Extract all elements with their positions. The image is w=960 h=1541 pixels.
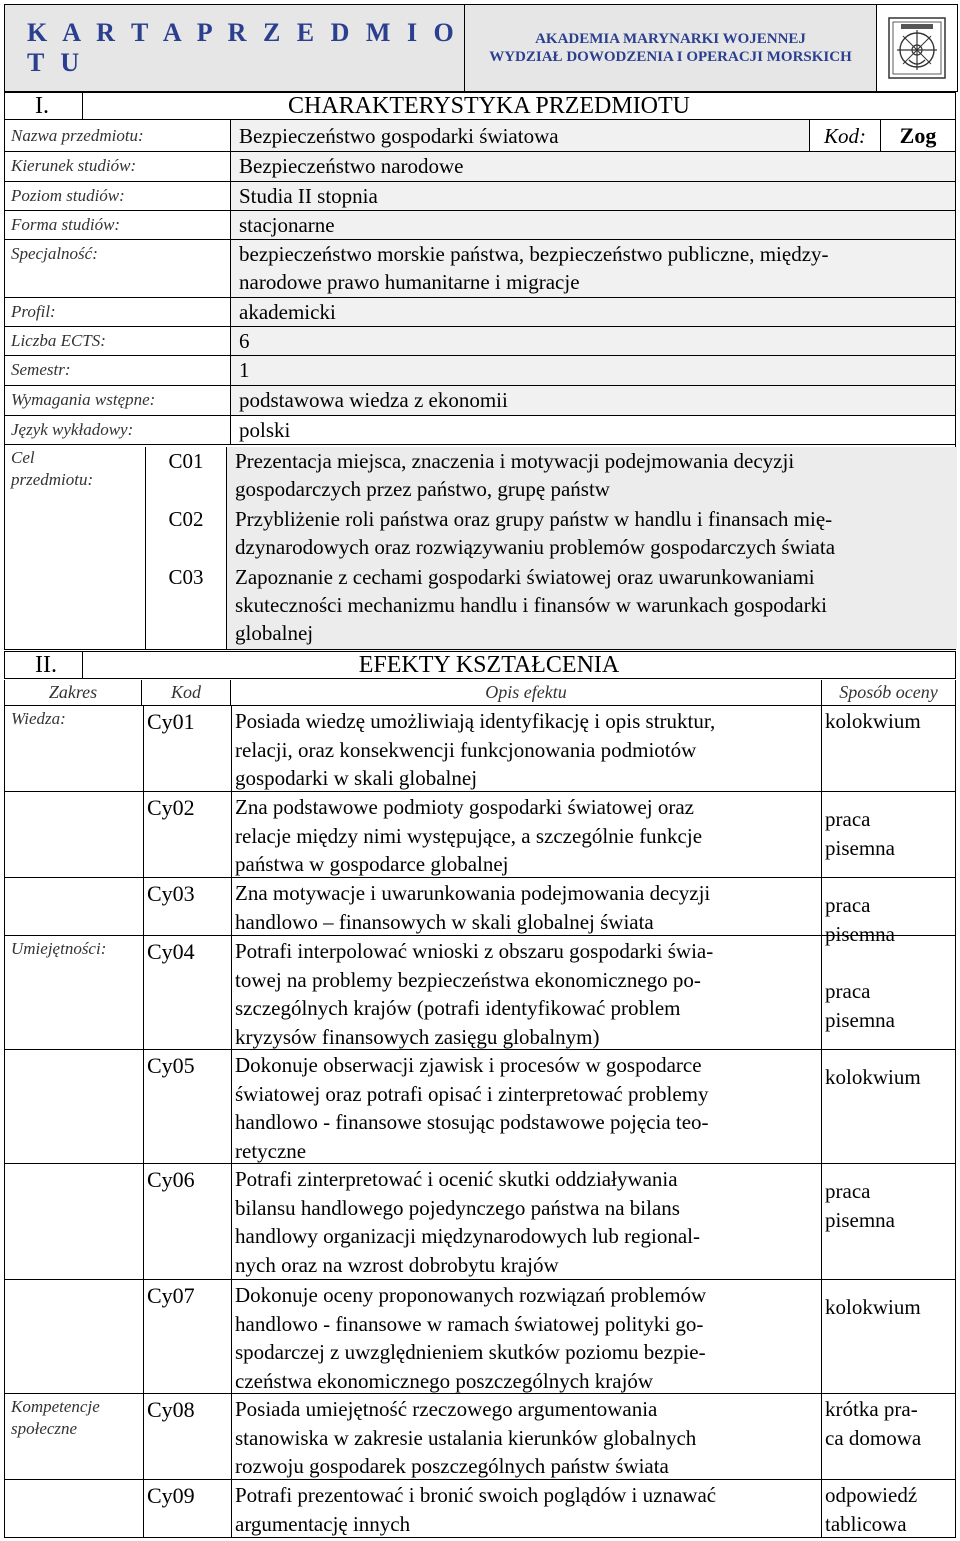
effect-description <box>235 937 815 1051</box>
effect-row <box>4 1164 956 1280</box>
effect-scope: Wiedza: <box>11 709 66 728</box>
effects-table-header <box>4 680 956 706</box>
effect-assessment <box>825 977 953 1034</box>
effect-assessment-line: pisemna <box>825 921 895 946</box>
effect-assessment-line: praca <box>825 893 871 917</box>
effect-code: Cy05 <box>147 1053 195 1078</box>
effect-description-line: kryzysów finansowych zasięgu globalnym) <box>235 1024 600 1049</box>
effect-assessment-line: ca domowa <box>825 1425 922 1450</box>
col-opis: Opis efektu <box>231 680 822 705</box>
label-ects: Liczba ECTS: <box>5 327 231 355</box>
value-jezyk: polski <box>231 416 955 444</box>
field-kierunek <box>4 152 956 182</box>
effect-description-line: państwa w gospodarce globalnej <box>235 852 509 876</box>
effect-assessment-line: praca <box>825 979 871 1003</box>
effect-description-line: Potrafi interpolować wnioski z obszaru gospodarki świa- <box>235 939 714 963</box>
effect-code: Cy08 <box>147 1397 195 1422</box>
effect-description <box>235 793 815 879</box>
value-profil: akademicki <box>231 298 955 326</box>
column-divider <box>143 878 144 935</box>
effect-description-line: Potrafi prezentować i bronić swoich poglądów i uznawać <box>235 1483 717 1507</box>
column-divider <box>143 1394 144 1479</box>
document-title: K A R T A P R Z E D M I O T U <box>5 5 465 91</box>
effect-description <box>235 1051 815 1165</box>
effect-code: Cy01 <box>147 709 195 734</box>
objective-text-line: dzynarodowych oraz rozwiązywaniu problemów gospodarczych świata <box>235 535 836 559</box>
institution-line-1: AKADEMIA MARYNARKI WOJENNEJ <box>535 31 806 47</box>
effect-code: Cy09 <box>147 1483 195 1508</box>
effect-code: Cy06 <box>147 1167 195 1192</box>
objective-code: C03 <box>145 563 226 649</box>
section-1-number: I. <box>5 93 83 119</box>
column-divider <box>143 1050 144 1163</box>
column-divider <box>143 936 144 1049</box>
effect-assessment <box>825 1481 953 1538</box>
effect-assessment-line: pisemna <box>825 1007 895 1032</box>
column-divider <box>231 1394 232 1479</box>
effect-description-line: towej na problemy bezpieczeństwa ekonomicznego po- <box>235 967 701 992</box>
effect-description-line: czeństwa ekonomicznego poszczególnych krajów <box>235 1368 654 1393</box>
institution-name <box>465 5 877 91</box>
label-kierunek: Kierunek studiów: <box>5 152 231 181</box>
effect-assessment-line: praca <box>825 1179 871 1203</box>
effect-description-line: Zna motywacje i uwarunkowania podejmowania decyzji <box>235 881 711 905</box>
effect-description-line: światowej oraz potrafi opisać i zinterpretować problemy <box>235 1081 709 1106</box>
field-ects <box>4 327 956 356</box>
effect-description-line: nych oraz na wzrost dobrobytu krajów <box>235 1252 559 1277</box>
effect-description-line: relacji, oraz konsekwencji funkcjonowania podmiotów <box>235 737 697 762</box>
objective-row <box>145 563 957 649</box>
effect-description-line: gospodarki w skali globalnej <box>235 766 478 790</box>
objective-text-line: Zapoznanie z cechami gospodarki światowej oraz uwarunkowaniami <box>235 565 815 589</box>
label-cel-line-1: Cel <box>11 448 35 467</box>
col-kod: Kod <box>142 680 231 705</box>
column-divider <box>231 1480 232 1537</box>
objective-text-line: gospodarczych przez państwo, grupę państw <box>235 477 610 501</box>
label-poziom: Poziom studiów: <box>5 182 231 210</box>
column-divider <box>143 706 144 791</box>
effect-description-line: handlowy organizacji międzynarodowych lub regional- <box>235 1224 700 1248</box>
label-kod: Kod: <box>809 120 880 151</box>
column-divider <box>821 878 822 935</box>
label-specjalnosc: Specjalność: <box>5 240 231 297</box>
effect-assessment-line: kolokwium <box>825 1295 921 1319</box>
field-forma <box>4 211 956 240</box>
effect-row <box>4 1480 956 1538</box>
effect-description <box>235 879 815 936</box>
field-semestr <box>4 356 956 386</box>
section-2-number: II. <box>5 652 83 678</box>
effect-description-line: relacje między nimi występujące, a szczególnie funkcje <box>235 823 703 848</box>
col-sposob: Sposób oceny <box>839 682 938 702</box>
effect-description-line: stanowiska w zakresie ustalania kierunków globalnych <box>235 1425 697 1450</box>
effect-description-line: Posiada umiejętność rzeczowego argumentowania <box>235 1397 658 1421</box>
objective-row <box>145 505 957 563</box>
field-poziom <box>4 182 956 211</box>
value-specjalnosc-line-1: bezpieczeństwo morskie państwa, bezpieczeństwo publiczne, między- <box>239 242 829 266</box>
objective-text <box>226 505 957 563</box>
effect-assessment <box>825 1395 953 1452</box>
column-divider <box>231 706 232 791</box>
effect-assessment <box>825 707 953 736</box>
objective-text <box>226 447 957 505</box>
effect-description-line: retyczne <box>235 1138 307 1163</box>
value-poziom: Studia II stopnia <box>231 182 955 210</box>
objective-text-line: globalnej <box>235 621 314 645</box>
anchor-emblem-icon <box>877 5 957 91</box>
effect-row <box>4 936 956 1050</box>
effect-description-line: szczególnych krajów (potrafi identyfikować problem <box>235 996 681 1020</box>
effect-row <box>4 1280 956 1394</box>
column-divider <box>143 1280 144 1393</box>
value-specjalnosc <box>231 240 955 297</box>
effect-description-line: Zna podstawowe podmioty gospodarki światowej oraz <box>235 795 694 819</box>
field-profil <box>4 298 956 327</box>
effect-row <box>4 1050 956 1164</box>
effect-description-line: Potrafi zinterpretować i ocenić skutki oddziaływania <box>235 1167 678 1191</box>
effect-scope: Umiejętności: <box>11 939 107 958</box>
effect-row <box>4 706 956 792</box>
document-header <box>4 4 958 92</box>
section-1-title: CHARAKTERYSTYKA PRZEDMIOTU <box>287 93 691 119</box>
effect-description-line: rozwoju gospodarek poszczególnych państw świata <box>235 1454 669 1478</box>
column-divider <box>821 1280 822 1393</box>
effect-assessment <box>825 1063 953 1092</box>
objective-text <box>226 563 957 649</box>
effect-assessment-line: pisemna <box>825 1207 895 1232</box>
value-forma: stacjonarne <box>231 211 955 239</box>
column-divider <box>143 1480 144 1537</box>
column-divider <box>231 936 232 1049</box>
label-forma: Forma studiów: <box>5 211 231 239</box>
effect-code: Cy07 <box>147 1283 195 1308</box>
label-cel <box>11 447 93 491</box>
effect-description-line: Dokonuje oceny proponowanych rozwiązań problemów <box>235 1283 707 1307</box>
column-divider <box>821 1050 822 1163</box>
effect-description <box>235 1165 815 1279</box>
field-jezyk <box>4 416 956 445</box>
column-divider <box>821 1164 822 1279</box>
section-2-title: EFEKTY KSZTAŁCENIA <box>358 652 620 678</box>
objective-text-line: Przybliżenie roli państwa oraz grupy państw w handlu i finansach mię- <box>235 507 833 531</box>
effect-row <box>4 878 956 946</box>
column-divider <box>143 1164 144 1279</box>
label-jezyk: Język wykładowy: <box>5 416 231 444</box>
effect-description-line: handlowo - finansowe stosując podstawowe pojęcia teo- <box>235 1110 709 1134</box>
effect-description <box>235 1395 815 1481</box>
effect-description <box>235 707 815 793</box>
label-profil: Profil: <box>5 298 231 326</box>
column-divider <box>821 792 822 877</box>
label-cel-line-2: przedmiotu: <box>11 470 94 489</box>
effect-description-line: argumentację innych <box>235 1511 411 1536</box>
section-2-bar <box>4 651 956 679</box>
col-zakres: Zakres <box>5 680 142 705</box>
field-wymagania <box>4 386 956 416</box>
effect-description <box>235 1481 815 1538</box>
effect-assessment-line: tablicowa <box>825 1511 907 1536</box>
effect-code: Cy03 <box>147 881 195 906</box>
objective-code: C02 <box>145 505 226 563</box>
field-nazwa <box>4 120 956 152</box>
effect-assessment <box>825 805 953 862</box>
effect-assessment-line: kolokwium <box>825 709 921 733</box>
column-divider <box>231 1050 232 1163</box>
effect-description-line: handlowo – finansowych w skali globalnej świata <box>235 909 654 934</box>
effect-description-line: Dokonuje obserwacji zjawisk i procesów w gospodarce <box>235 1053 702 1077</box>
column-divider <box>821 936 822 1049</box>
effect-assessment <box>825 1293 953 1322</box>
column-divider <box>143 792 144 877</box>
field-specjalnosc <box>4 240 956 298</box>
effect-description <box>235 1281 815 1395</box>
effect-description-line: spodarczej z uwzględnieniem skutków poziomu bezpie- <box>235 1340 706 1364</box>
effect-scope: Kompetencje społeczne <box>11 1397 100 1438</box>
column-divider <box>231 792 232 877</box>
effect-assessment <box>825 1177 953 1234</box>
column-divider <box>821 1480 822 1537</box>
effect-assessment-line: praca <box>825 807 871 831</box>
column-divider <box>231 878 232 935</box>
objective-text-line: Prezentacja miejsca, znaczenia i motywacji podejmowania decyzji <box>235 449 795 473</box>
effect-description-line: bilansu handlowego pojedynczego państwa na bilans <box>235 1195 680 1220</box>
value-nazwa: Bezpieczeństwo gospodarki światowa <box>231 120 809 151</box>
effect-assessment-line: pisemna <box>825 835 895 860</box>
label-semestr: Semestr: <box>5 356 231 385</box>
effect-assessment-line: kolokwium <box>825 1065 921 1089</box>
effect-code: Cy02 <box>147 795 195 820</box>
value-specjalnosc-line-2: narodowe prawo humanitarne i migracje <box>239 270 580 294</box>
value-kod: Zog <box>880 120 955 151</box>
objective-text-line: skuteczności mechanizmu handlu i finansów w warunkach gospodarki <box>235 593 827 617</box>
section-1-bar <box>4 92 956 120</box>
column-divider <box>231 1164 232 1279</box>
effect-description-line: handlowo - finansowe w ramach światowej polityki go- <box>235 1311 704 1336</box>
objective-code: C01 <box>145 447 226 505</box>
effect-assessment-line: krótka pra- <box>825 1397 918 1421</box>
effect-assessment-line: odpowiedź <box>825 1483 918 1507</box>
label-nazwa: Nazwa przedmiotu: <box>5 120 231 151</box>
institution-line-2: WYDZIAŁ DOWODZENIA I OPERACJI MORSKICH <box>489 49 852 65</box>
value-wymagania: podstawowa wiedza z ekonomii <box>231 386 955 415</box>
column-divider <box>821 1394 822 1479</box>
objective-row <box>145 447 957 505</box>
value-semestr: 1 <box>231 356 955 385</box>
effect-row <box>4 1394 956 1480</box>
effect-description-line: Posiada wiedzę umożliwiają identyfikację i opis struktur, <box>235 709 716 733</box>
value-ects: 6 <box>231 327 955 355</box>
course-objectives <box>4 445 956 650</box>
effect-row <box>4 792 956 878</box>
effect-code: Cy04 <box>147 939 195 964</box>
column-divider <box>231 1280 232 1393</box>
value-kierunek: Bezpieczeństwo narodowe <box>231 152 955 181</box>
label-wymagania: Wymagania wstępne: <box>5 386 231 415</box>
column-divider <box>821 706 822 791</box>
